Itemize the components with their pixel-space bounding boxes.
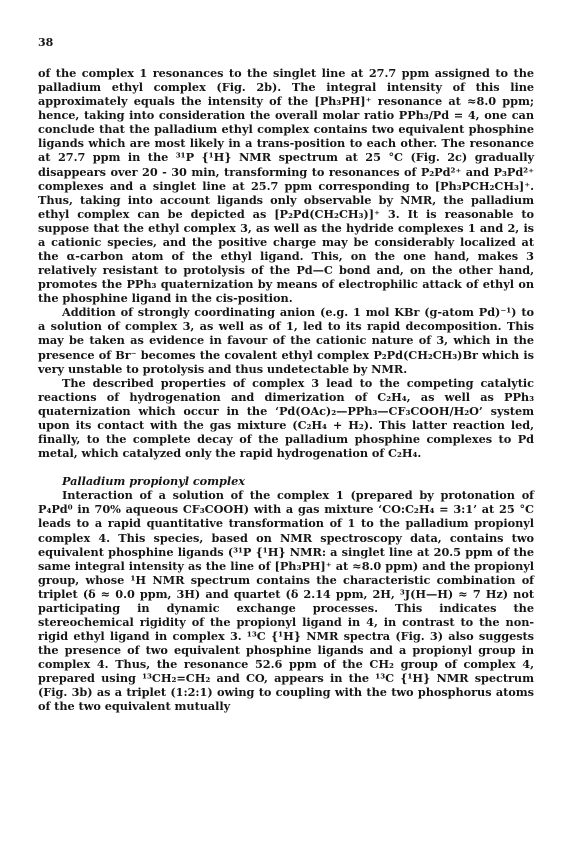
section-spacer [38, 460, 534, 474]
paragraph-propionyl-complex: Interaction of a solution of the complex 1 (prepared by protonation of P₄Pd⁰ in 70% aqueous CF₃COOH) with a gas mixture ‘CO:C₂H₄ = 3:1’ at 25 °C leads to a rapid quantitative transformation of 1 to the palladium propionyl complex 4. This species, based on NMR spectroscopy data, contains two equivalent phosphine ligands (³¹P {¹H} NMR: a singlet line at 20.5 ppm of the same integral intensity as the line of [Ph₃PH]⁺ at ≈8.0 ppm) and the propionyl group, whose ¹H NMR spectrum contains the characteristic combination of triplet (δ ≈ 0.0 ppm, 3H) and quartet (δ 2.14 ppm, 2H, ³J(H—H) ≈ 7 Hz) not participating in dynamic exchange processes. This indicates the stereochemical rigidity of the propionyl ligand in 4, in contrast to the non-rigid ethyl ligand in complex 3. ¹³C {¹H} NMR spectra (Fig. 3) also suggests the presence of two equivalent phosphine ligands and a propionyl group in complex 4. Thus, the resonance 52.6 ppm of the CH₂ group of complex 4, prepared using ¹³CH₂=CH₂ and CO, appears in the ¹³C {¹H} NMR spectrum (Fig. 3b) as a triplet (1:2:1) owing to coupling with the two phosphorus atoms of the two equivalent mutually [38, 488, 534, 714]
paragraph-ethyl-complex: of the complex 1 resonances to the singlet line at 27.7 ppm assigned to the palladium ethyl complex (Fig. 2b). The integral intensity of this line approximately equals the intensity of the [Ph₃PH]⁺ resonance at ≈8.0 ppm; hence, taking into consideration the overall molar ratio PPh₃/Pd = 4, one can conclude that the palladium ethyl complex contains two equivalent phosphine ligands which are most likely in a trans-position to each other. The resonance at 27.7 ppm in the ³¹P {¹H} NMR spectrum at 25 °C (Fig. 2c) gradually disappears over 20 - 30 min, transforming to resonances of P₂Pd²⁺ and P₃Pd²⁺ complexes and a singlet line at 25.7 ppm corresponding to [Ph₃PCH₂CH₃]⁺. Thus, taking into account ligands only observable by NMR, the palladium ethyl complex can be depicted as [P₂Pd(CH₂CH₃)]⁺ 3. It is reasonable to suppose that the ethyl complex 3, as well as the hydride complexes 1 and 2, is a cationic species, and the positive charge may be considerably localized at the α-carbon atom of the ethyl ligand. This, on the one hand, makes 3 relatively resistant to protolysis of the Pd—C bond and, on the other hand, promotes the PPh₃ quaternization by means of electrophilic attack of ethyl on the phosphine ligand in the cis-position. [38, 66, 534, 306]
paragraph-catalytic-reactions: The described properties of complex 3 lead to the competing catalytic reactions of hydrogenation and dimerization of C₂H₄, as well as PPh₃ quaternization which occur in the ‘Pd(OAc)₂—PPh₃—CF₃COOH/H₂O’ system upon its contact with the gas mixture (C₂H₄ + H₂). This latter reaction led, finally, to the complete decay of the palladium phosphine complexes to Pd metal, which catalyzed only the rapid hydrogenation of C₂H₄. [38, 375, 534, 461]
body-text [38, 66, 534, 714]
paragraph-kbr-addition: Addition of strongly coordinating anion (e.g. 1 mol KBr (g-atom Pd)⁻¹) to a solution of complex 3, as well as of 1, led to its rapid decomposition. This may be taken as evidence in favour of the cationic nature of 3, which in the presence of Br⁻ becomes the covalent ethyl complex P₂Pd(CH₂CH₃)Br which is very unstable to protolysis and thus undetectable by NMR. [38, 305, 534, 376]
page-number: 38 [38, 36, 54, 49]
section-heading: Palladium propionyl complex [62, 474, 245, 489]
